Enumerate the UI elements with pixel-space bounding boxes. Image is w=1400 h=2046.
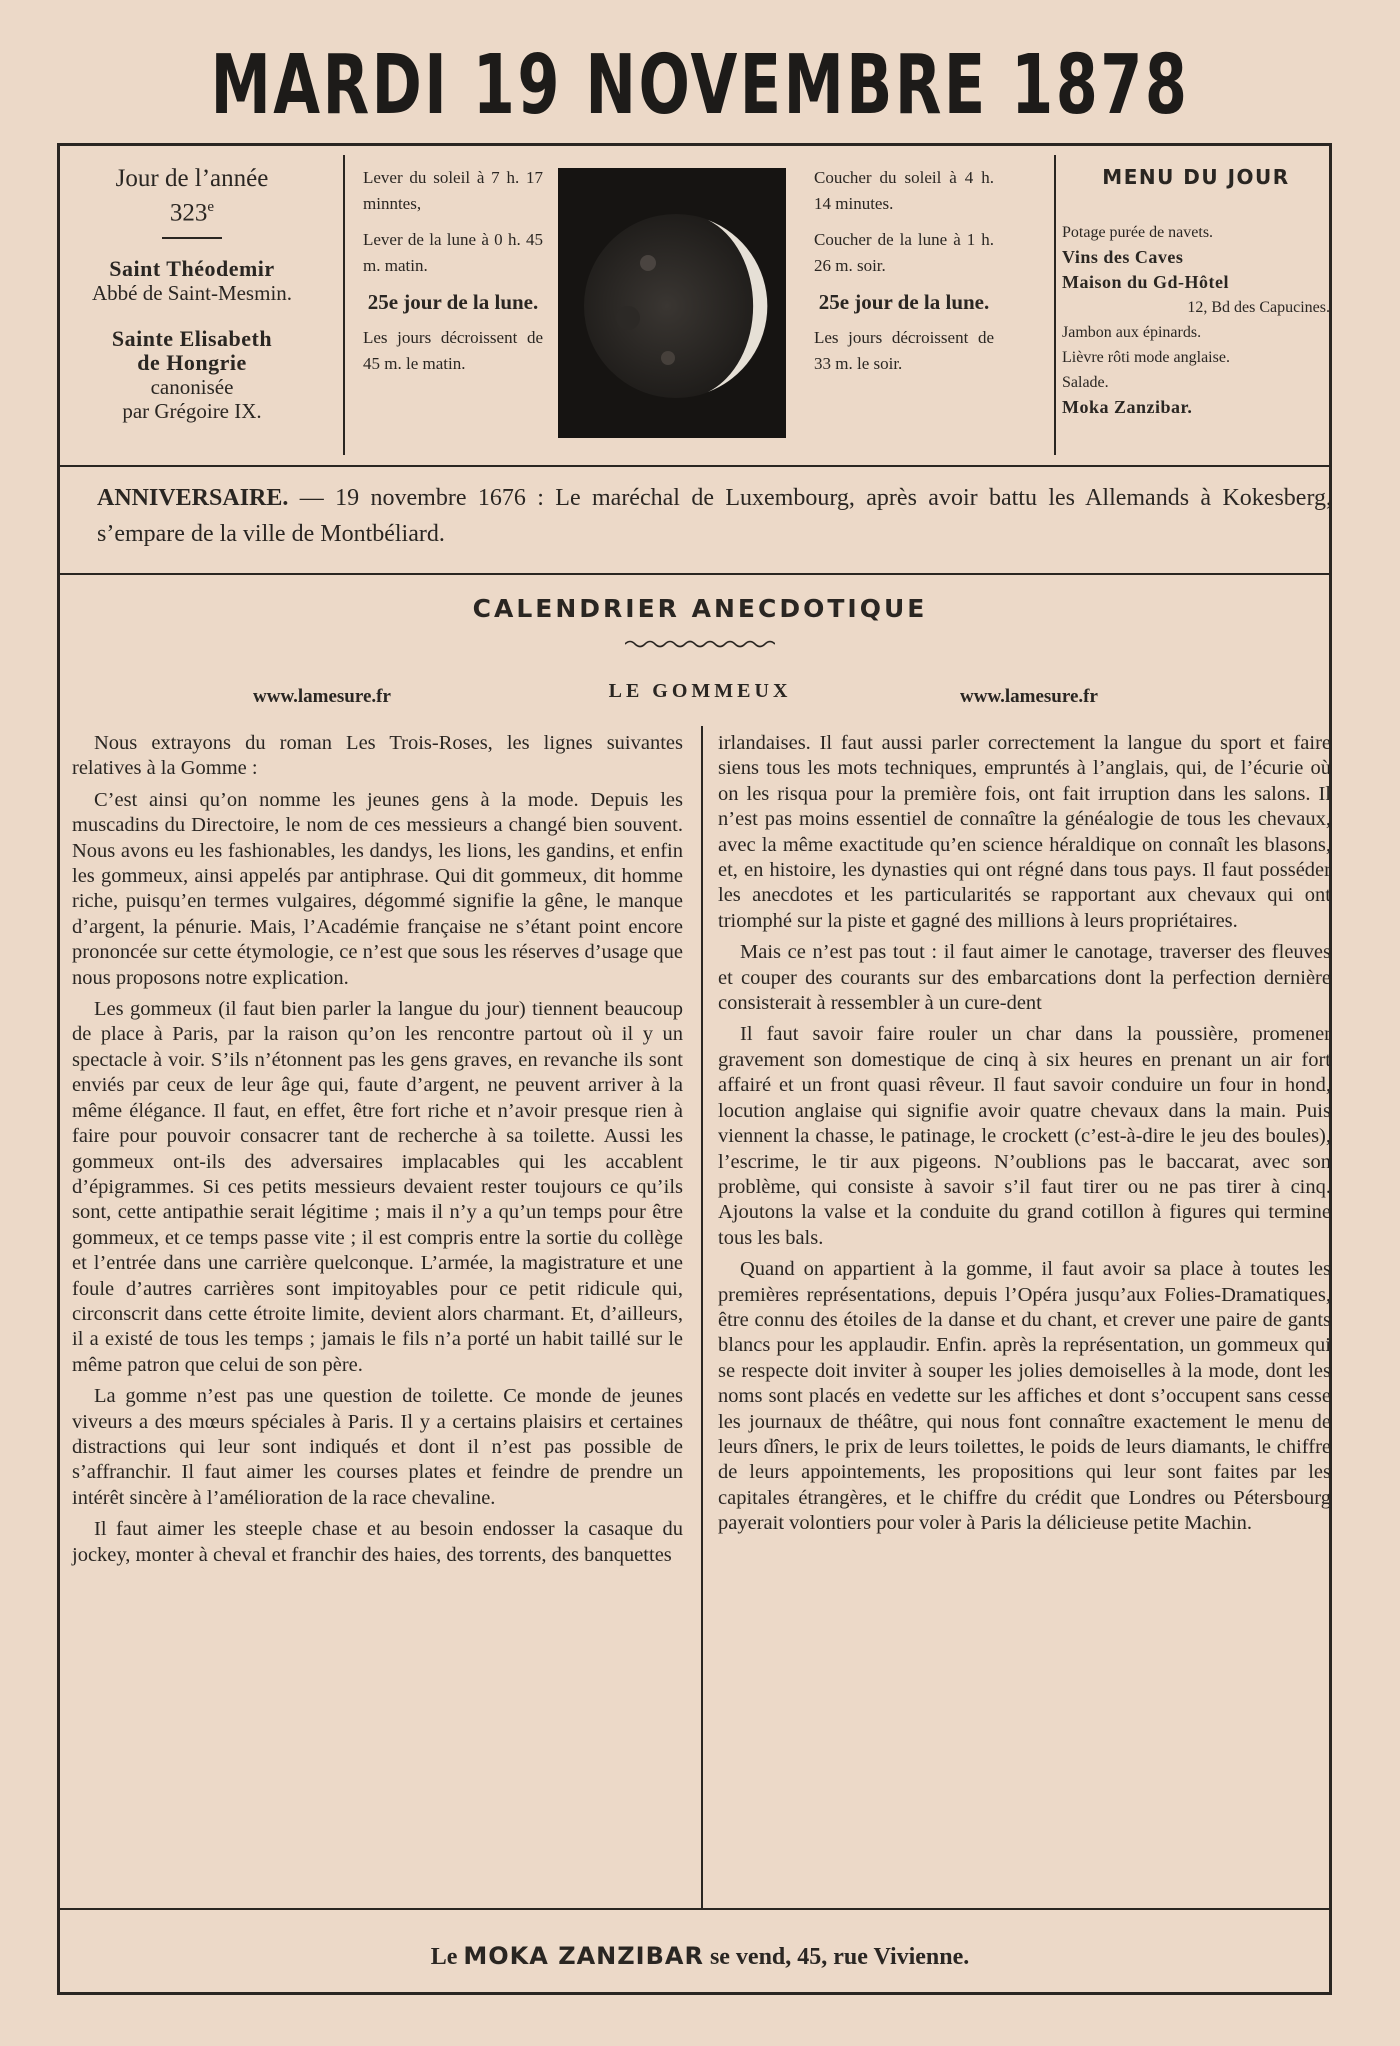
divider	[162, 237, 222, 239]
column-divider	[701, 726, 703, 1908]
day-of-year-label: Jour de l’année	[115, 165, 269, 192]
saint-name: Saint Théodemir	[109, 256, 275, 282]
article-paragraph: Mais ce n’est pas tout : il faut aimer le canotage, traverser des fleuves et couper des courants sur des embarcations dont la perfection dernière consisterait à ressembler à un cure-dent	[718, 941, 1331, 1015]
divider	[343, 155, 345, 455]
days-decrease: Les jours décroissent de 45 m. le matin.	[363, 328, 543, 373]
saint-name: de Hongrie	[137, 350, 247, 376]
article-column-right	[718, 731, 1331, 1543]
menu-of-the-day	[1062, 165, 1330, 420]
menu-item: Maison du Gd-Hôtel	[1062, 272, 1230, 292]
moon-day: 25e jour de la lune.	[818, 290, 990, 314]
days-decrease: Les jours décroissent de 33 m. le soir.	[814, 328, 994, 373]
anniversary-paragraph	[97, 480, 1332, 552]
article-paragraph: La gomme n’est pas une question de toilette. Ce monde de jeunes viveurs a des mœurs spéciales à Paris. Il y a certains plaisirs et certaines distractions qui leur sont indiqués et dont il n’est pas possible de s’affranchir. Il faut aimer les courses plates et feindre de prendre un intérêt sincère à l’amélioration de la race chevaline.	[72, 1385, 683, 1509]
saint-detail: Abbé de Saint-Mesmin.	[91, 281, 293, 306]
menu-item: Lièvre rôti mode anglaise.	[1062, 349, 1230, 366]
brand-name: MOKA ZANZIBAR	[463, 1942, 704, 1970]
day-of-year-number: 323e	[169, 199, 215, 227]
moon-phase-image	[558, 168, 786, 438]
article-paragraph: C’est ainsi qu’on nomme les jeunes gens à la mode. Depuis les muscadins du Directoire, le nom de ces messieurs a changé bien souvent. Nous avons eu les fashionables, les dandys, les lions, les gandins, et enfin les gommeux, ainsi appelés par antiphrase. Qui dit gommeux, dit homme riche, puisqu’en termes vulgaires, dégommé signifie la gêne, le manque d’argent, la pénurie. Mais, l’Académie française ne s’étant point encore prononcée sur cette étymologie, ce n’est que sous les réserves d’usage que nous proposons notre explication.	[72, 788, 683, 989]
moon-day: 25e jour de la lune.	[367, 290, 539, 314]
divider	[57, 465, 1332, 467]
sunrise-block	[363, 165, 543, 387]
almanac-header	[57, 143, 1332, 465]
page-title: MARDI 19 NOVEMBRE 1878	[210, 38, 1190, 133]
moonset-time: Coucher de la lune à 1 h. 26 m. soir.	[814, 230, 994, 275]
menu-item: Salade.	[1062, 374, 1109, 391]
menu-title: MENU DU JOUR	[1102, 165, 1290, 189]
article-paragraph: Quand on appartient à la gomme, il faut avoir sa place à toutes les premières représentations, depuis l’Opéra jusqu’aux Folies-Dramatiques, être connu des étoiles de la danse et du chant, et crever une paire de gants blancs pour les applaudir. Enfin. après la représentation, un gommeux qui se respecte doit inviter à souper les jolies demoiselles à la mode, dont les noms sont placés en vedette sur les affiches et dont s’occupent sans cesse les journaux de théâtre, qui nous font connaître exactement le menu de leurs dîners, le prix de leurs toilettes, le poids de leurs diamants, le chiffre de leurs appointements, les propositions qui leur sont faites par les capitales étrangères, et le chiffre du crédit que Londres ou Pétersbourg payerait volontiers pour voler à Paris la délicieuse petite Machin.	[718, 1258, 1331, 1535]
divider	[1054, 155, 1056, 455]
article-column-left	[72, 731, 683, 1574]
article-paragraph: Il faut aimer les steeple chase et au besoin endosser la casaque du jockey, monter à cheval et franchir des haies, des torrents, des banquettes	[72, 1518, 683, 1566]
article-paragraph: Les gommeux (il faut bien parler la langue du jour) tiennent beaucoup de place à Paris, par la raison qu’on les rencontre partout où il y un spectacle à voir. S’ils n’étonnent pas les gens graves, en revanche ils sont enviés par ceux de leur âge qui, faute d’argent, ne peuvent arriver à la même élégance. Il faut, en effet, être fort riche et n’avoir presque rien à faire pour pouvoir consacrer tant de recherche à sa toilette. Aussi les gommeux ont-ils des adversaires implacables qui les accablent d’épigrammes. Si ces petits messieurs devaient rester toujours ce qu’ils sont, cette antipathie serait légitime ; mais il n’y a qu’un temps pour être gommeux, et ce temps passe vite ; il est compris entre la sortie du collège et l’entrée dans une carrière quelconque. L’armée, la magistrature et une foule d’autres carrières sont impitoyables pour ce petit ridicule qui, circonscrit dans cette étroite limite, devient alors charmant. Et, d’ailleurs, il a existé de tous les temps ; jamais le fils n’a porté un habit taillé sur le même patron que celui de son père.	[72, 998, 683, 1376]
menu-item: Moka Zanzibar.	[1062, 397, 1193, 417]
moonrise-time: Lever de la lune à 0 h. 45 m. matin.	[363, 230, 543, 275]
menu-item: Jambon aux épinards.	[1062, 324, 1202, 341]
sunset-time: Coucher du soleil à 4 h. 14 minutes.	[814, 168, 994, 213]
saint-detail: par Grégoire IX.	[122, 399, 262, 424]
divider	[57, 573, 1332, 575]
divider	[57, 1908, 1332, 1910]
menu-item: Potage purée de navets.	[1062, 224, 1214, 241]
ornament-rule	[625, 638, 775, 650]
menu-item: 12, Bd des Capucines.	[1187, 299, 1330, 316]
advertisement-footer: Le MOKA ZANZIBAR se vend, 45, rue Vivienne.	[430, 1942, 970, 1970]
saint-name: Sainte Elisabeth	[111, 326, 273, 352]
website-watermark: www.lamesure.fr	[960, 686, 1098, 707]
anniversary-lead: ANNIVERSAIRE.	[97, 485, 289, 511]
menu-item: Vins des Caves	[1062, 247, 1184, 267]
article-title: LE GOMMEUX	[608, 680, 792, 702]
sunrise-time: Lever du soleil à 7 h. 17 minntes,	[363, 168, 543, 213]
sunset-block	[814, 165, 994, 387]
saint-detail: canonisée	[150, 375, 234, 400]
day-of-year-block	[57, 165, 327, 423]
anniversary-text: — 19 novembre 1676 : Le maréchal de Luxembourg, après avoir battu les Allemands à Kokesberg, s’empare de la ville de Montbéliard.	[97, 485, 1332, 547]
article-paragraph: Nous extrayons du roman Les Trois-Roses, les lignes suivantes relatives à la Gomme :	[72, 732, 683, 780]
article-paragraph: irlandaises. Il faut aussi parler correctement la langue du sport et faire siens tous les mots techniques, empruntés à l’anglais, qui, de l’écurie où on les risqua pour la première fois, ont fait irruption dans les salons. Il n’est pas moins essentiel de connaître la généalogie de tous les chevaux, avec la même exactitude qu’en science héraldique on connaît les blasons, et, en histoire, les dynasties qui ont régné dans tous pays. Il faut posséder les anecdotes et les particularités se rapportant aux chevaux qui ont triomphé sur la piste et gagné des millions à leurs propriétaires.	[718, 732, 1331, 932]
article-paragraph: Il faut savoir faire rouler un char dans la poussière, promener gravement son domestique de cinq à six heures en prenant un air fort affairé et un front quasi rêveur. Il faut savoir conduire un four in hond, locution anglaise qui signifie avoir quatre chevaux dans la main. Puis viennent la chasse, le patinage, le crockett (c’est-à-dire le jeu des boules), l’escrime, le tir aux pigeons. N’oublions pas le baccarat, avec son problème, qui consiste à savoir s’il faut tirer ou ne pas tirer à cinq. Ajoutons la valse et la conduite du grand cotillon à figures qui termine tous les bals.	[718, 1023, 1331, 1249]
website-watermark: www.lamesure.fr	[253, 686, 391, 707]
section-title: CALENDRIER ANECDOTIQUE	[472, 594, 928, 623]
